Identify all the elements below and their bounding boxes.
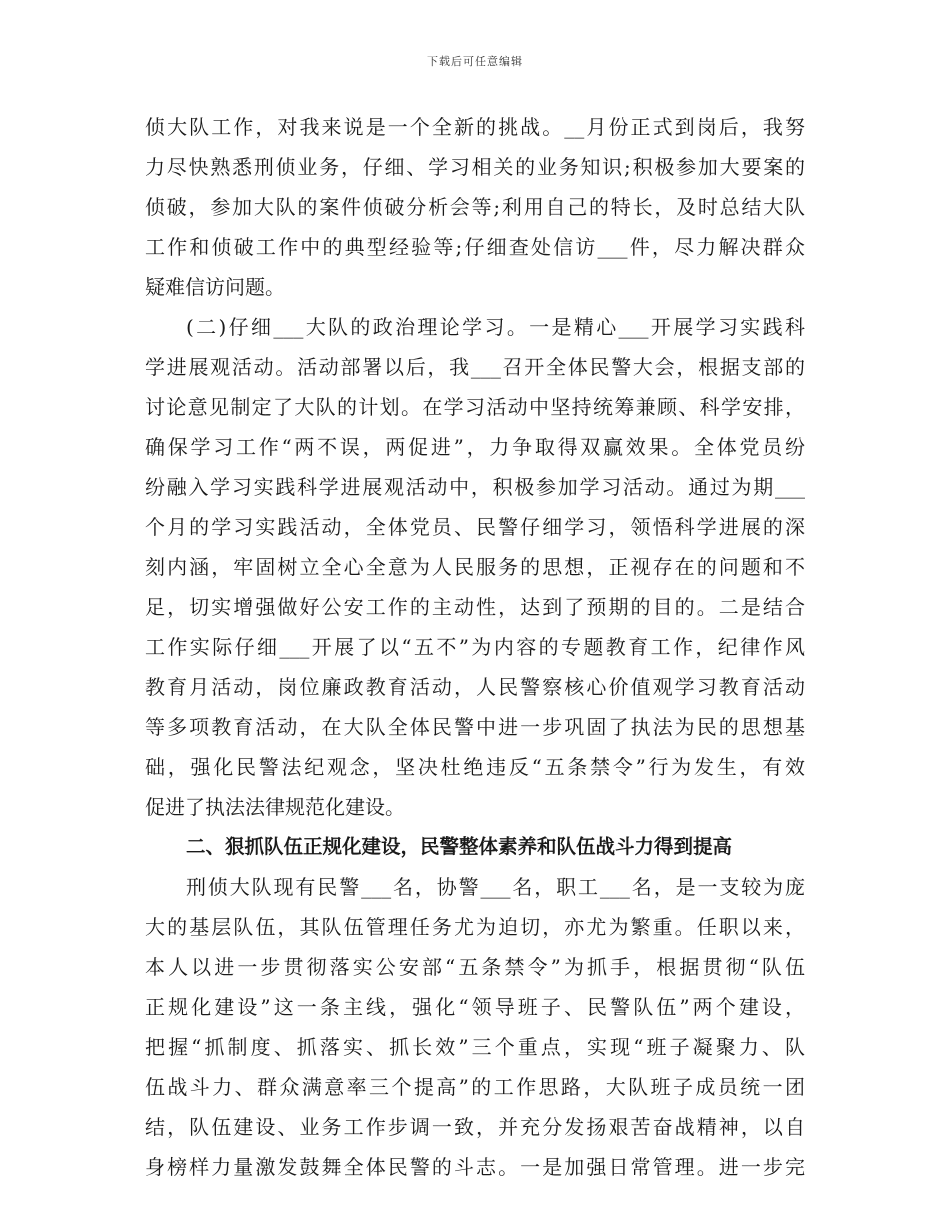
section-heading: 二、狠抓队伍正规化建设，民警整体素养和队伍战斗力得到提高	[186, 835, 733, 858]
document-body	[145, 107, 805, 1187]
text-line: 等多项教育活动，在大队全体民警中进一步巩固了执法为民的思想基	[145, 715, 805, 739]
text-line: 础，强化民警法纪观念，坚决杜绝违反“五条禁令”行为发生，有效	[145, 755, 805, 779]
text-line: 个月的学习实践活动，全体党员、民警仔细学习，领悟科学进展的深	[145, 515, 805, 539]
text-line: 身榜样力量激发鼓舞全体民警的斗志。一是加强日常管理。进一步完	[145, 1155, 805, 1179]
page-header: 下载后可任意编辑	[427, 55, 523, 68]
text-line: 工作实际仔细___开展了以“五不”为内容的专题教育工作，纪律作风	[145, 635, 805, 659]
text-line: 把握“抓制度、抓落实、抓长效”三个重点，实现“班子凝聚力、队	[145, 1035, 805, 1059]
text-line: 结，队伍建设、业务工作步调一致，并充分发扬艰苦奋战精神，以自	[145, 1115, 805, 1139]
text-line: 侦大队工作，对我来说是一个全新的挑战。__月份正式到岗后，我努	[145, 115, 805, 139]
text-line: 确保学习工作“两不误，两促进”，力争取得双赢效果。全体党员纷	[145, 435, 805, 459]
text-line: (二)仔细___大队的政治理论学习。一是精心___开展学习实践科	[186, 315, 805, 339]
text-line: 伍战斗力、群众满意率三个提高”的工作思路，大队班子成员统一团	[145, 1075, 805, 1099]
text-line: 力尽快熟悉刑侦业务，仔细、学习相关的业务知识;积极参加大要案的	[145, 155, 805, 179]
text-line: 教育月活动，岗位廉政教育活动，人民警察核心价值观学习教育活动	[145, 675, 805, 699]
text-line: 工作和侦破工作中的典型经验等;仔细查处信访___件，尽力解决群众	[145, 235, 805, 259]
text-line: 刑侦大队现有民警___名，协警___名，职工___名，是一支较为庞	[186, 875, 805, 899]
text-line: 促进了执法法律规范化建设。	[145, 795, 405, 819]
text-line: 正规化建设”这一条主线，强化“领导班子、民警队伍”两个建设，	[145, 995, 805, 1019]
text-line: 足，切实增强做好公安工作的主动性，达到了预期的目的。二是结合	[145, 595, 805, 619]
text-line: 学进展观活动。活动部署以后，我___召开全体民警大会，根据支部的	[145, 355, 805, 379]
text-line: 本人以进一步贯彻落实公安部“五条禁令”为抓手，根据贯彻“队伍	[145, 955, 805, 979]
text-line: 讨论意见制定了大队的计划。在学习活动中坚持统筹兼顾、科学安排，	[145, 395, 805, 419]
text-line: 刻内涵，牢固树立全心全意为人民服务的思想，正视存在的问题和不	[145, 555, 805, 579]
text-line: 大的基层队伍，其队伍管理任务尤为迫切，亦尤为繁重。任职以来，	[145, 915, 805, 939]
text-line: 侦破，参加大队的案件侦破分析会等;利用自己的特长，及时总结大队	[145, 195, 805, 219]
text-line: 疑难信访问题。	[145, 275, 285, 299]
text-line: 纷融入学习实践科学进展观活动中，积极参加学习活动。通过为期___	[145, 475, 805, 499]
